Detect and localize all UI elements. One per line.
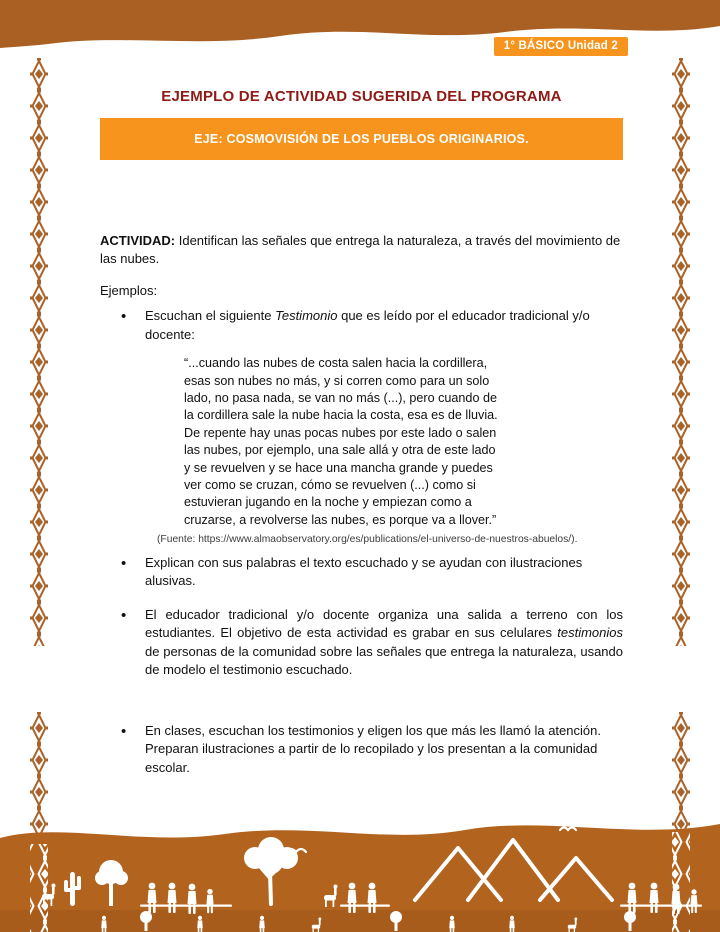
document-content (100, 88, 623, 777)
activity-text: Identifican las señales que entrega la naturaleza, a través del movimiento de las nubes. (100, 233, 621, 267)
step1-text-pre: Escuchan el siguiente (145, 308, 276, 324)
page-title: EJEMPLO DE ACTIVIDAD SUGERIDA DEL PROGRAMA (161, 88, 562, 105)
right-border-pattern-top (672, 58, 690, 646)
activity-steps-list (100, 307, 623, 344)
activity-label: ACTIVIDAD: (100, 233, 176, 248)
left-border-pattern-top (30, 58, 48, 646)
eje-banner (100, 118, 623, 160)
step1-text-post: que es leído por el educador tradicional y/o docente: (145, 308, 590, 342)
step-listen-testimony (100, 307, 623, 344)
footer-right-pattern (672, 832, 690, 932)
eje-banner-label: EJE: COSMOVISIÓN DE LOS PUEBLOS ORIGINARIOS. (194, 132, 529, 146)
step-explain-drawings: • Explican con sus palabras el texto escuchado y se ayudan con ilustraciones alusivas. (100, 554, 623, 591)
examples-label: Ejemplos: (100, 283, 158, 299)
step3-text-post: de personas de la comunidad sobre las señales que entrega la naturaleza, usando de modelo el testimonio escuchado. (145, 643, 623, 678)
activity-steps-list-2 (100, 554, 623, 777)
quote-source: (Fuente: https://www.almaobservatory.org/es/publications/el-universo-de-nuestros-abuelos/). (157, 534, 578, 546)
testimony-quote: “...cuando las nubes de costa salen hacia la cordillera, esas son nubes no más, y si corren como para un solo lado, no pasa nada, se van no más (...), pero cuando de la cordillera sale la nube hacia la costa, esa es de lluvia. De repente hay unas pocas nubes por este lado o salen las nubes, por ejemplo, una sale allá y otra de este lado y se revuelven y se hace una mancha grande y puedes ver como se cruzan, cómo se revuelven (...) como si estuvieran jugando en la noche y empiezan como a cruzarse, a revolverse las nubes, es porque va a llover.” (184, 356, 498, 527)
footer-landscape-illustration (0, 794, 720, 932)
footer-left-pattern (30, 844, 48, 932)
step-present-school: • En clases, escuchan los testimonios y eligen los que más les llamó la atención. Preparan ilustraciones a partir de lo recopilado y los presentan a la comunidad escolar. (100, 722, 623, 777)
top-wave-band (0, 0, 720, 70)
step-field-trip (100, 606, 623, 680)
step3-text-italic: testimonios (557, 625, 623, 641)
activity-line (100, 232, 623, 268)
step1-text-italic: Testimonio (275, 308, 338, 324)
step3-text-pre: El educador tradicional y/o docente organiza una salida a terreno con los estudiantes. El objetivo de esta actividad es grabar en sus celulares (145, 606, 623, 641)
unit-badge: 1° BÁSICO Unidad 2 (494, 37, 628, 56)
footer-bottom-strip (0, 910, 720, 932)
